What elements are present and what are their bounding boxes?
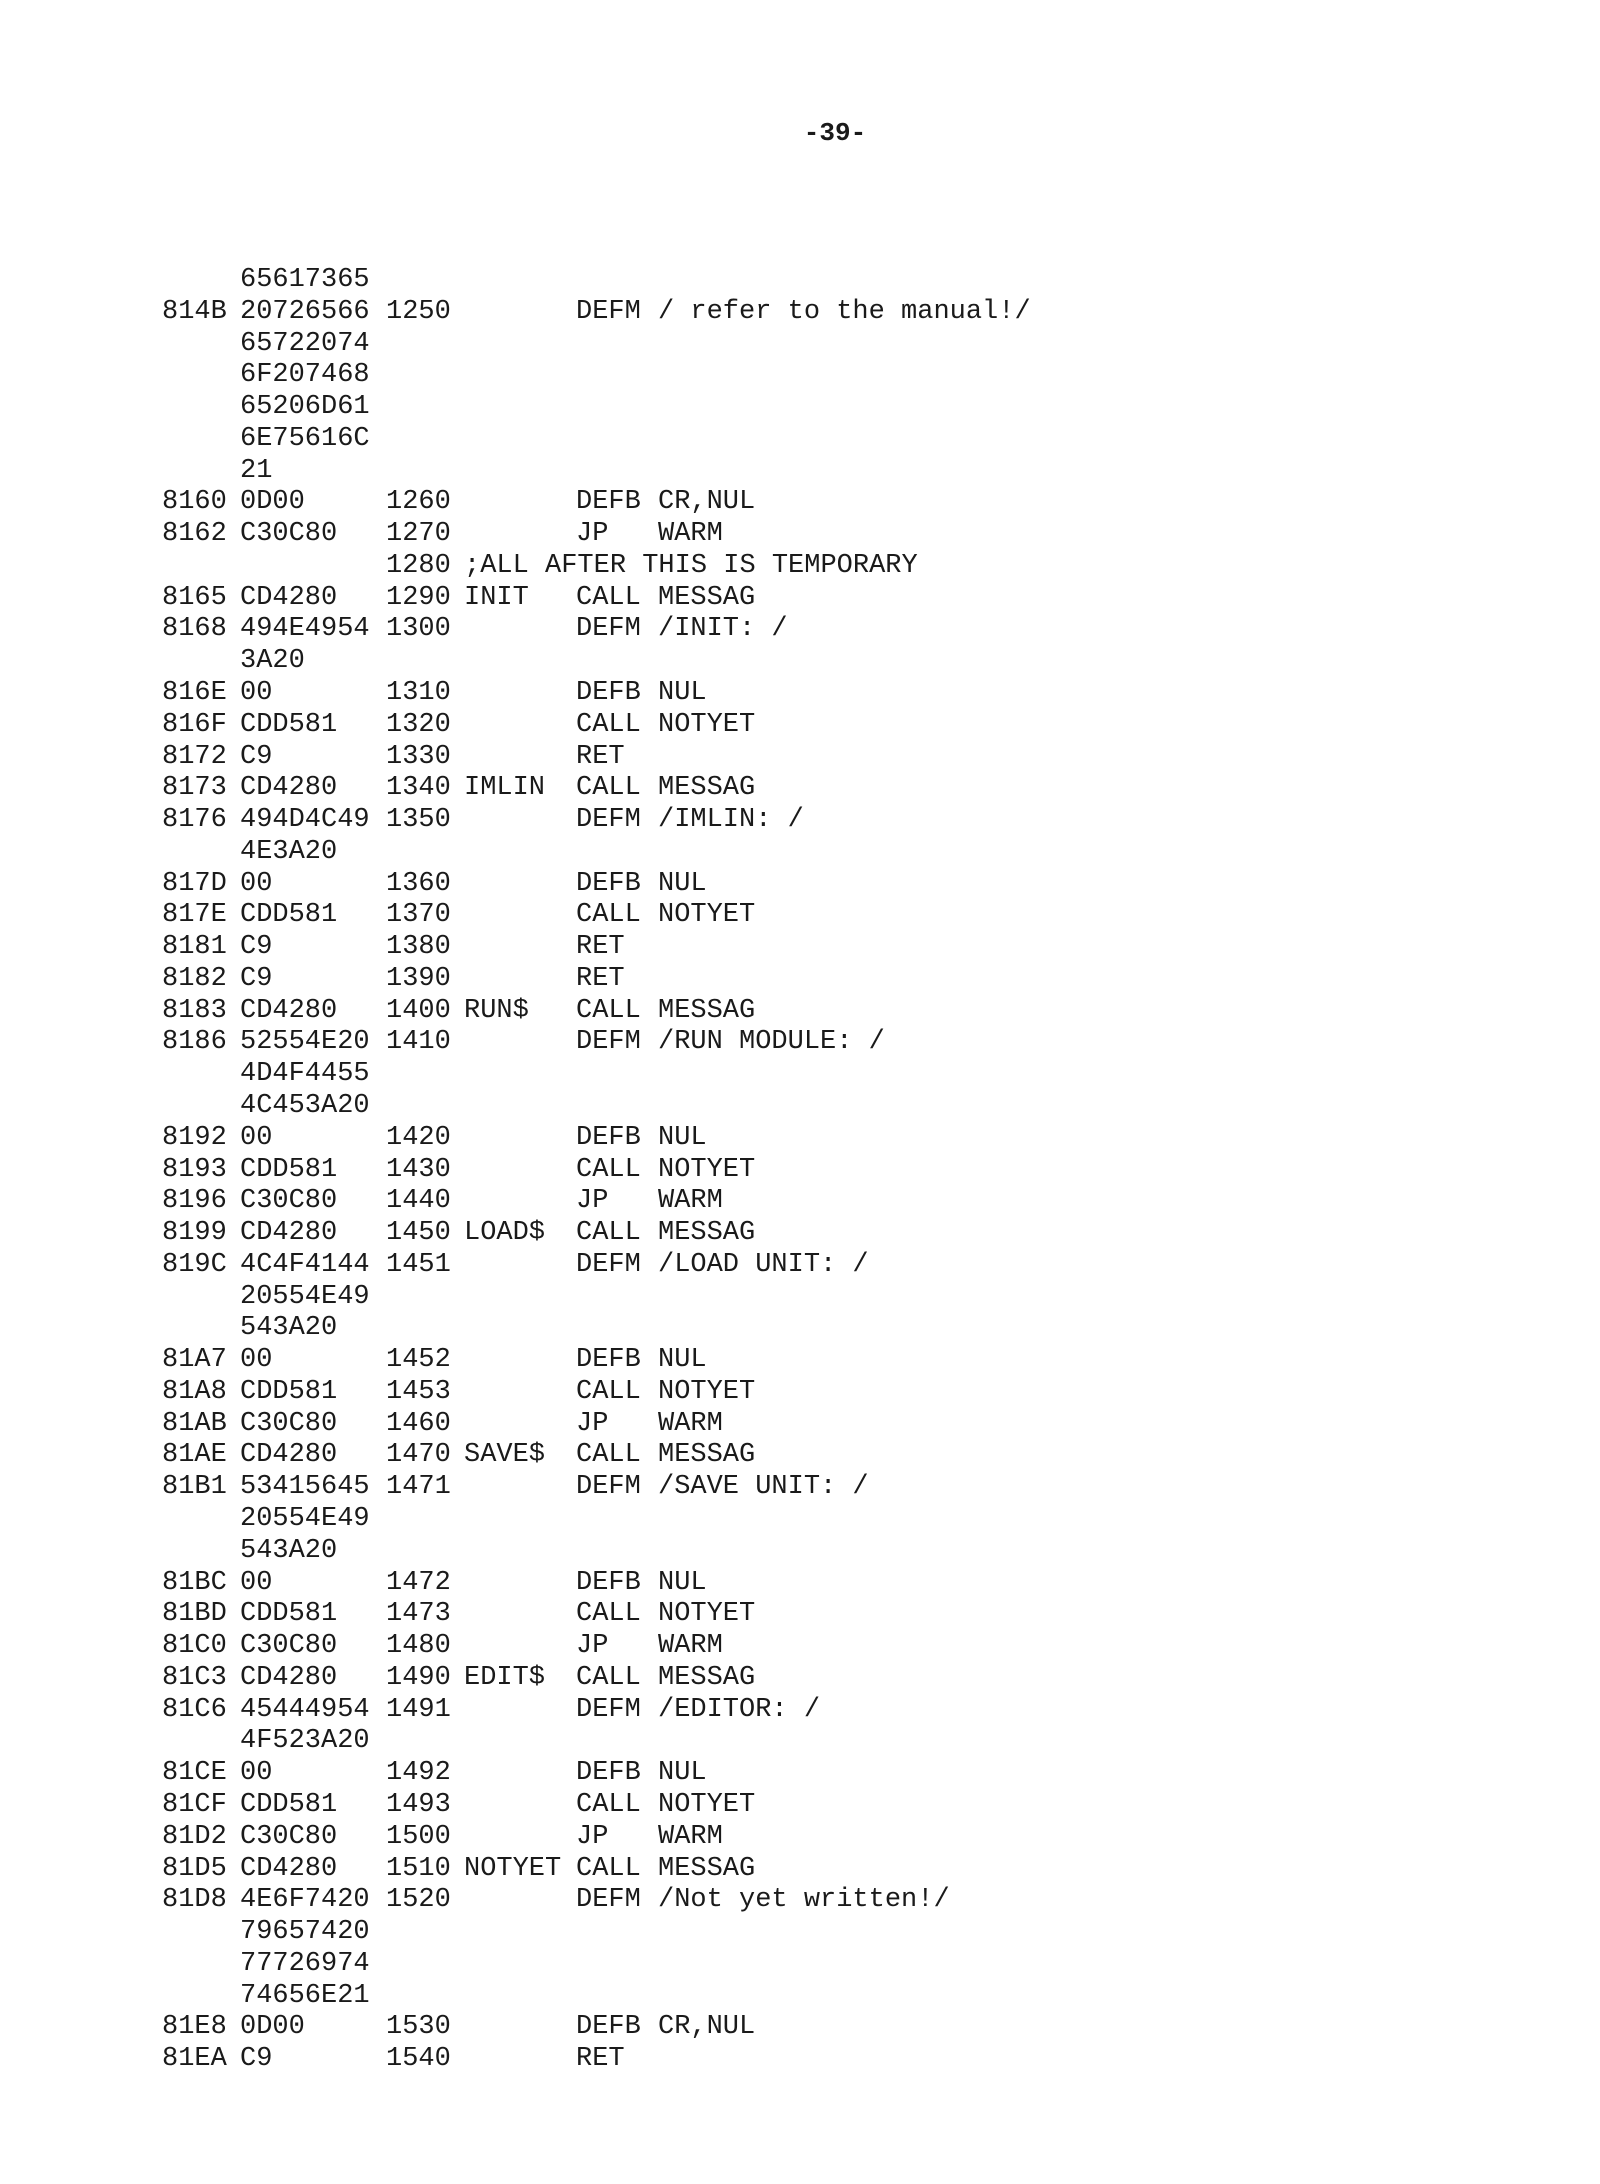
object-code: CD4280 <box>240 1662 338 1693</box>
object-code: CD4280 <box>240 995 338 1026</box>
address: 81CF <box>162 1789 227 1820</box>
line-number: 1480 <box>386 1631 451 1662</box>
operand: /RUN MODULE: / <box>658 1027 885 1058</box>
object-code: CDD581 <box>240 709 338 740</box>
object-code: CDD581 <box>240 1789 338 1820</box>
address: 81EA <box>162 2044 227 2075</box>
address: 81E8 <box>162 2012 227 2043</box>
address: 8176 <box>162 805 227 836</box>
address: 81C3 <box>162 1662 227 1693</box>
line-number: 1310 <box>386 678 451 708</box>
opcode: CALL <box>576 582 641 613</box>
object-code: 79657420 <box>240 1917 370 1948</box>
page-number: -39- <box>803 118 867 148</box>
object-code: C30C80 <box>240 1408 338 1439</box>
object-code: 6E75616C <box>240 423 370 454</box>
address: 8196 <box>162 1186 227 1217</box>
line-number: 1370 <box>386 900 451 931</box>
opcode: DEFB <box>576 487 641 518</box>
opcode: JP <box>576 1631 609 1662</box>
operand: CR,NUL <box>658 2012 756 2043</box>
operand: MESSAG <box>658 773 756 804</box>
line-number: 1360 <box>386 868 451 899</box>
object-code: 4E6F7420 <box>240 1885 370 1916</box>
object-code: 494D4C49 <box>240 805 370 836</box>
object-code: 00 <box>240 678 273 708</box>
line-number: 1270 <box>386 519 451 550</box>
opcode: DEFM <box>576 614 641 645</box>
operand: /SAVE UNIT: / <box>658 1472 869 1503</box>
opcode: DEFB <box>576 2012 641 2043</box>
address: 8193 <box>162 1154 227 1185</box>
address: 817D <box>162 868 227 899</box>
opcode: RET <box>576 932 625 963</box>
address: 8168 <box>162 614 227 645</box>
opcode: CALL <box>576 709 641 740</box>
opcode: CALL <box>576 1853 641 1884</box>
operand: /LOAD UNIT: / <box>658 1249 869 1280</box>
object-code: 65722074 <box>240 328 370 359</box>
operand: MESSAG <box>658 1853 756 1884</box>
opcode: JP <box>576 519 609 550</box>
opcode: CALL <box>576 1599 641 1630</box>
operand: MESSAG <box>658 995 756 1026</box>
opcode: DEFM <box>576 805 641 836</box>
opcode: DEFM <box>576 296 641 327</box>
operand: NOTYET <box>658 709 756 740</box>
line-number: 1451 <box>386 1249 451 1280</box>
object-code: CDD581 <box>240 1154 338 1185</box>
object-code: C9 <box>240 741 273 772</box>
opcode: CALL <box>576 773 641 804</box>
operand: NOTYET <box>658 1376 756 1407</box>
address: 81AE <box>162 1440 227 1471</box>
object-code: C30C80 <box>240 1186 338 1217</box>
address: 8181 <box>162 932 227 963</box>
opcode: DEFM <box>576 1249 641 1280</box>
operand: /Not yet written!/ <box>658 1885 950 1916</box>
opcode: CALL <box>576 900 641 931</box>
opcode: JP <box>576 1408 609 1439</box>
object-code: C9 <box>240 963 273 994</box>
address: 81C0 <box>162 1631 227 1662</box>
object-code: CD4280 <box>240 1853 338 1884</box>
operand: NOTYET <box>658 1789 756 1820</box>
opcode: DEFB <box>576 1758 641 1789</box>
object-code: 00 <box>240 868 273 899</box>
opcode: DEFB <box>576 1345 641 1376</box>
opcode: RET <box>576 741 625 772</box>
line-number: 1452 <box>386 1345 451 1376</box>
operand: CR,NUL <box>658 487 756 518</box>
address: 819C <box>162 1249 227 1280</box>
object-code: 00 <box>240 1345 273 1376</box>
address: 816E <box>162 678 227 708</box>
address: 81B1 <box>162 1472 227 1503</box>
operand: NUL <box>658 1567 707 1598</box>
line-number: 1420 <box>386 1122 451 1153</box>
operand: MESSAG <box>658 582 756 613</box>
line-number: 1410 <box>386 1027 451 1058</box>
operand: WARM <box>658 519 723 550</box>
object-code: CD4280 <box>240 773 338 804</box>
object-code: 65617365 <box>240 265 370 295</box>
address: 8192 <box>162 1122 227 1153</box>
opcode: CALL <box>576 1154 641 1185</box>
object-code: 53415645 <box>240 1472 370 1503</box>
address: 81D8 <box>162 1885 227 1916</box>
object-code: 74656E21 <box>240 1980 370 2011</box>
object-code: 52554E20 <box>240 1027 370 1058</box>
object-code: 0D00 <box>240 2012 305 2043</box>
operand: MESSAG <box>658 1440 756 1471</box>
operand: NUL <box>658 678 707 708</box>
operand: WARM <box>658 1408 723 1439</box>
operand: NOTYET <box>658 1599 756 1630</box>
operand: /INIT: / <box>658 614 788 645</box>
opcode: JP <box>576 1821 609 1852</box>
opcode: CALL <box>576 1789 641 1820</box>
line-number: 1320 <box>386 709 451 740</box>
line-number: 1350 <box>386 805 451 836</box>
opcode: DEFB <box>576 1567 641 1598</box>
object-code: 20554E49 <box>240 1504 370 1535</box>
opcode: CALL <box>576 1376 641 1407</box>
address: 8165 <box>162 582 227 613</box>
line-number: 1520 <box>386 1885 451 1916</box>
line-number: 1440 <box>386 1186 451 1217</box>
object-code: CD4280 <box>240 582 338 613</box>
label: EDIT$ <box>464 1662 546 1693</box>
operand: WARM <box>658 1186 723 1217</box>
address: 8172 <box>162 741 227 772</box>
address: 81C6 <box>162 1694 227 1725</box>
object-code: 6F207468 <box>240 360 370 391</box>
operand: NOTYET <box>658 900 756 931</box>
object-code: CD4280 <box>240 1440 338 1471</box>
line-number: 1472 <box>386 1567 451 1598</box>
address: 8173 <box>162 773 227 804</box>
address: 8186 <box>162 1027 227 1058</box>
opcode: DEFM <box>576 1027 641 1058</box>
line-number: 1530 <box>386 2012 451 2043</box>
line-number: 1250 <box>386 296 451 327</box>
operand: WARM <box>658 1631 723 1662</box>
line-number: 1510 <box>386 1853 451 1884</box>
opcode: CALL <box>576 1218 641 1249</box>
address: 8199 <box>162 1218 227 1249</box>
line-number: 1490 <box>386 1662 451 1693</box>
line-number: 1491 <box>386 1694 451 1725</box>
object-code: CDD581 <box>240 900 338 931</box>
object-code: CDD581 <box>240 1376 338 1407</box>
address: 81A7 <box>162 1345 227 1376</box>
operand: MESSAG <box>658 1662 756 1693</box>
object-code: 00 <box>240 1122 273 1153</box>
address: 8183 <box>162 995 227 1026</box>
line-number: 1493 <box>386 1789 451 1820</box>
object-code: 4C453A20 <box>240 1091 370 1122</box>
label: ;ALL AFTER THIS IS TEMPORARY <box>464 550 918 581</box>
object-code: 77726974 <box>240 1948 370 1979</box>
address: 8182 <box>162 963 227 994</box>
line-number: 1260 <box>386 487 451 518</box>
line-number: 1400 <box>386 995 451 1026</box>
line-number: 1460 <box>386 1408 451 1439</box>
object-code: 65206D61 <box>240 392 370 423</box>
operand: NOTYET <box>658 1154 756 1185</box>
address: 81AB <box>162 1408 227 1439</box>
operand: / refer to the manual!/ <box>658 296 1031 327</box>
object-code: 543A20 <box>240 1313 338 1344</box>
opcode: CALL <box>576 1440 641 1471</box>
line-number: 1450 <box>386 1218 451 1249</box>
address: 816F <box>162 709 227 740</box>
operand: /IMLIN: / <box>658 805 804 836</box>
opcode: CALL <box>576 1662 641 1693</box>
object-code: 00 <box>240 1758 273 1789</box>
opcode: RET <box>576 2044 625 2075</box>
address: 81CE <box>162 1758 227 1789</box>
opcode: DEFM <box>576 1472 641 1503</box>
object-code: C9 <box>240 2044 273 2075</box>
address: 8160 <box>162 487 227 518</box>
object-code: CD4280 <box>240 1218 338 1249</box>
object-code: 00 <box>240 1567 273 1598</box>
line-number: 1380 <box>386 932 451 963</box>
object-code: 4F523A20 <box>240 1726 370 1757</box>
object-code: 20554E49 <box>240 1281 370 1312</box>
operand: NUL <box>658 868 707 899</box>
operand: MESSAG <box>658 1218 756 1249</box>
address: 81BD <box>162 1599 227 1630</box>
object-code: CDD581 <box>240 1599 338 1630</box>
line-number: 1453 <box>386 1376 451 1407</box>
line-number: 1471 <box>386 1472 451 1503</box>
object-code: 4D4F4455 <box>240 1059 370 1090</box>
line-number: 1390 <box>386 963 451 994</box>
line-number: 1300 <box>386 614 451 645</box>
address: 817E <box>162 900 227 931</box>
address: 81A8 <box>162 1376 227 1407</box>
operand: NUL <box>658 1122 707 1153</box>
line-number: 1492 <box>386 1758 451 1789</box>
opcode: JP <box>576 1186 609 1217</box>
object-code: 0D00 <box>240 487 305 518</box>
line-number: 1500 <box>386 1821 451 1852</box>
opcode: DEFB <box>576 868 641 899</box>
line-number: 1340 <box>386 773 451 804</box>
object-code: 543A20 <box>240 1535 338 1566</box>
opcode: RET <box>576 963 625 994</box>
object-code: C30C80 <box>240 1631 338 1662</box>
opcode: DEFM <box>576 1694 641 1725</box>
operand: NUL <box>658 1758 707 1789</box>
line-number: 1330 <box>386 741 451 772</box>
line-number: 1280 <box>386 550 451 581</box>
label: LOAD$ <box>464 1218 546 1249</box>
line-number: 1473 <box>386 1599 451 1630</box>
label: IMLIN <box>464 773 546 804</box>
line-number: 1430 <box>386 1154 451 1185</box>
line-number: 1540 <box>386 2044 451 2075</box>
object-code: 4E3A20 <box>240 836 338 867</box>
opcode: DEFM <box>576 1885 641 1916</box>
object-code: 20726566 <box>240 296 370 327</box>
label: RUN$ <box>464 995 529 1026</box>
address: 81D5 <box>162 1853 227 1884</box>
operand: WARM <box>658 1821 723 1852</box>
operand: /EDITOR: / <box>658 1694 821 1725</box>
label: SAVE$ <box>464 1440 546 1471</box>
label: NOTYET <box>464 1853 562 1884</box>
object-code: C9 <box>240 932 273 963</box>
opcode: CALL <box>576 995 641 1026</box>
opcode: DEFB <box>576 1122 641 1153</box>
line-number: 1470 <box>386 1440 451 1471</box>
object-code: C30C80 <box>240 519 338 550</box>
line-number: 1290 <box>386 582 451 613</box>
address: 81D2 <box>162 1821 227 1852</box>
object-code: C30C80 <box>240 1821 338 1852</box>
address: 814B <box>162 296 227 327</box>
operand: NUL <box>658 1345 707 1376</box>
object-code: 4C4F4144 <box>240 1249 370 1280</box>
opcode: DEFB <box>576 678 641 708</box>
object-code: 21 <box>240 455 273 486</box>
object-code: 45444954 <box>240 1694 370 1725</box>
object-code: 494E4954 <box>240 614 370 645</box>
object-code: 3A20 <box>240 646 305 677</box>
address: 81BC <box>162 1567 227 1598</box>
label: INIT <box>464 582 529 613</box>
address: 8162 <box>162 519 227 550</box>
